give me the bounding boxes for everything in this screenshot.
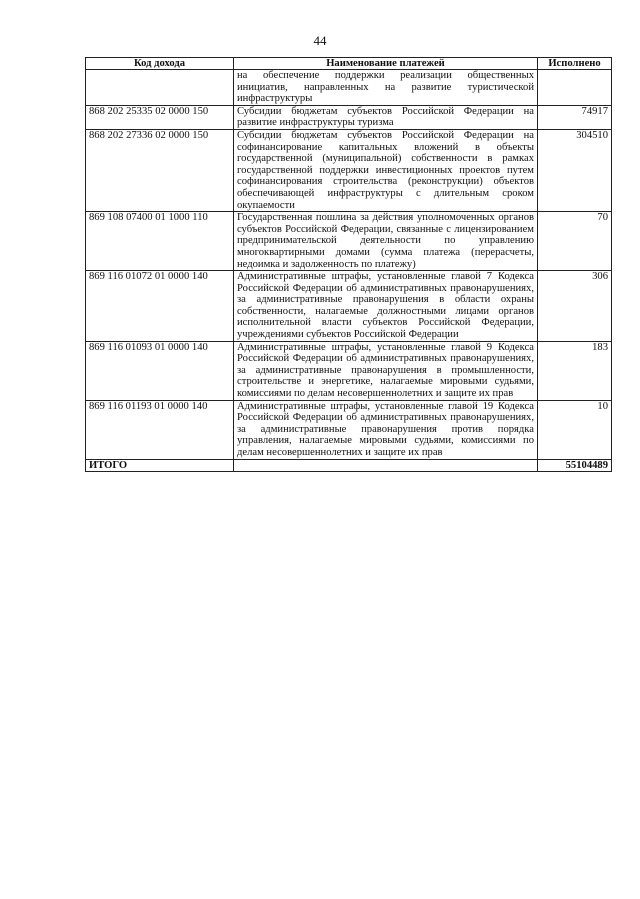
row-name: на обеспечение поддержки реализации общественных инициатив, направленных на развитие туристической инфраструктуры [234, 70, 538, 106]
table-row [86, 271, 612, 342]
row-sum: 306 [538, 271, 612, 342]
revenue-table [85, 57, 612, 472]
total-name [234, 459, 538, 472]
table-row [86, 400, 612, 459]
row-name: Административные штрафы, установленные главой 9 Кодекса Российской Федерации об административных правонарушениях, за административные правонарушения в промышленности, строительстве и энергетике, налагаемые мировыми судьями, комиссиями по делам несовершеннолетних и защите их прав [234, 341, 538, 400]
row-code: 869 116 01093 01 0000 140 [86, 341, 234, 400]
table-row [86, 341, 612, 400]
row-name: Субсидии бюджетам субъектов Российской Федерации на софинансирование капитальных вложений в объекты государственной (муниципальной) собственности в рамках государственной поддержки инвестиционных проектов путем софинансирования строительства (реконструкции) объектов обеспечивающей инфраструктуры с длительным сроком окупаемости [234, 129, 538, 211]
row-code: 869 108 07400 01 1000 110 [86, 212, 234, 271]
row-code: 868 202 27336 02 0000 150 [86, 129, 234, 211]
row-name: Административные штрафы, установленные главой 7 Кодекса Российской Федерации об административных правонарушениях, за административные правонарушения в области охраны собственности, налагаемые должностными лицами органов исполнительной власти субъектов Российской Федерации, учреждениями субъектов Российской Федерации [234, 271, 538, 342]
table-row [86, 105, 612, 129]
row-code: 868 202 25335 02 0000 150 [86, 105, 234, 129]
row-code: 869 116 01072 01 0000 140 [86, 271, 234, 342]
row-sum: 10 [538, 400, 612, 459]
row-sum [538, 70, 612, 106]
table-row [86, 70, 612, 106]
row-sum: 74917 [538, 105, 612, 129]
table-header-row [86, 58, 612, 70]
total-sum: 55104489 [538, 459, 612, 472]
total-label: ИТОГО [86, 459, 234, 472]
row-sum: 183 [538, 341, 612, 400]
row-code: 869 116 01193 01 0000 140 [86, 400, 234, 459]
page-number: 44 [313, 33, 327, 48]
row-code [86, 70, 234, 106]
header-code: Код дохода [86, 58, 234, 70]
row-sum: 304510 [538, 129, 612, 211]
header-sum: Исполнено [538, 58, 612, 70]
row-name: Административные штрафы, установленные главой 19 Кодекса Российской Федерации об административных правонарушениях, за административные правонарушения против порядка управления, налагаемые мировыми судьями, комиссиями по делам несовершеннолетних и защите их прав [234, 400, 538, 459]
row-name: Государственная пошлина за действия уполномоченных органов субъектов Российской Федерации, связанные с лицензированием предпринимательской деятельности по управлению многоквартирными домами (сумма платежа (перерасчеты, недоимка и задолженность по платежу) [234, 212, 538, 271]
row-name: Субсидии бюджетам субъектов Российской Федерации на развитие инфраструктуры туризма [234, 105, 538, 129]
total-row [86, 459, 612, 472]
header-name: Наименование платежей [234, 58, 538, 70]
table-row [86, 129, 612, 211]
table-row [86, 212, 612, 271]
row-sum: 70 [538, 212, 612, 271]
